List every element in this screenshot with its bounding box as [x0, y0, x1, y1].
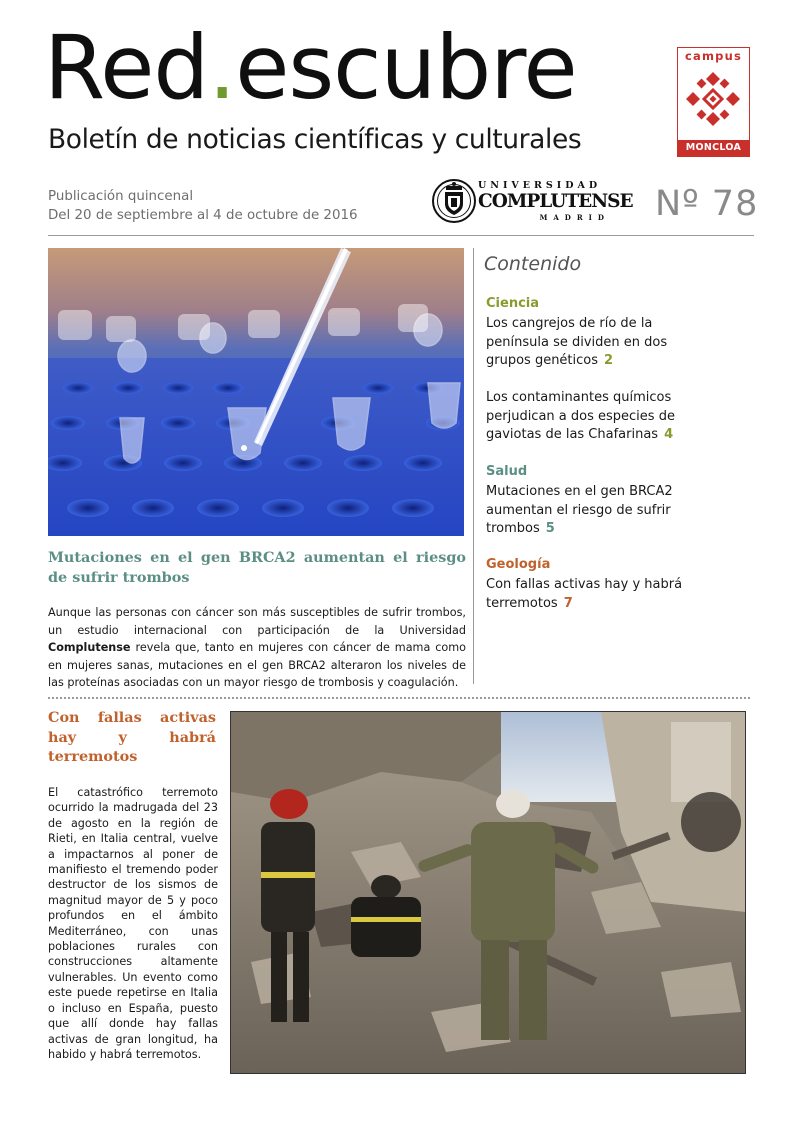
pipette-image — [48, 248, 464, 536]
section-divider — [48, 697, 750, 699]
newsletter-title — [44, 16, 577, 119]
contents-item-gaviotas[interactable] — [486, 389, 702, 445]
publication-frequency: Publicación quincenal — [48, 189, 194, 204]
contents-item-fallas[interactable] — [486, 576, 702, 613]
contents-item-brca2[interactable] — [486, 483, 702, 539]
rubble-image — [231, 712, 745, 1073]
column-divider — [473, 248, 474, 684]
campus-emblem-icon — [682, 68, 744, 130]
contents-item-page: 4 — [664, 427, 674, 442]
campus-moncloa-logo — [677, 47, 750, 157]
article1-body-start: Aunque las personas con cáncer son más susceptibles de sufrir trombos, un estudio internacional con participación de la Universidad — [48, 606, 466, 637]
article1-body — [48, 604, 466, 692]
contents-heading: Contenido — [484, 253, 582, 275]
campus-logo-bottom: MONCLOA — [678, 140, 749, 156]
section-salud: Salud — [486, 464, 528, 479]
campus-logo-top: campus — [684, 49, 743, 63]
university-seal-icon — [432, 178, 476, 224]
article1-headline: Mutaciones en el gen BRCA2 aumentan el riesgo de sufrir trombos — [48, 549, 466, 586]
section-ciencia: Ciencia — [486, 296, 540, 311]
contents-item-page: 7 — [563, 595, 573, 611]
contents-item-title: Mutaciones en el gen BRCA2 aumentan el riesgo de sufrir trombos — [486, 484, 673, 536]
contents-item-title: Los contaminantes químicos perjudican a dos especies de gaviotas de las Chafarinas — [486, 390, 675, 442]
university-line-2: COMPLUTENSE — [478, 191, 633, 212]
brand-part-2: escubre — [235, 16, 577, 119]
article2-headline: Con fallas activas hay y habrá terremotos — [48, 709, 216, 765]
tagline: Boletín de noticias científicas y culturales — [48, 124, 582, 155]
lab-tubes-photo — [48, 248, 464, 536]
publication-info — [48, 187, 358, 225]
contents-item-cangrejos[interactable] — [486, 315, 702, 371]
contents-item-title: Los cangrejos de río de la península se dividen en dos grupos genéticos — [486, 316, 668, 368]
brand-dot: . — [208, 16, 236, 119]
contents-item-page: 2 — [604, 353, 614, 368]
university-logo — [432, 178, 633, 226]
contents-item-page: 5 — [545, 521, 555, 536]
university-line-3: MADRID — [539, 213, 610, 222]
header-divider — [48, 235, 754, 236]
article1-body-bold: Complutense — [48, 641, 131, 654]
contents-item-title: Con fallas activas hay y habrá terremotos — [486, 577, 683, 611]
issue-number: Nº 78 — [655, 184, 759, 224]
publication-dates: Del 20 de septiembre al 4 de octubre de 2016 — [48, 208, 358, 223]
section-geologia: Geología — [486, 557, 551, 572]
article2-body: El catastrófico terremoto ocurrido la madrugada del 23 de agosto en la región de Rieti, en Italia central, vuelve a impactarnos al poner de manifiesto el tremendo poder destructor de los sismos de magnitud mayor de 5 y poco profundos en el ámbito Mediterráneo, con unas poblaciones rurales con construcciones altamente vulnerables. Un evento como este puede repetirse en Italia o incluso en España, puesto que allí donde hay fallas activas de gran longitud, ha habido y habrá terremotos. — [48, 786, 218, 1061]
earthquake-rescue-photo — [230, 711, 746, 1074]
university-line-1: UNIVERSIDAD — [478, 180, 602, 191]
article1-body-end: revela que, tanto en mujeres con cáncer de mama como en mujeres sanas, mutaciones en el gen BRCA2 alteraron los niveles de las proteínas asociadas con un mayor riesgo de trombosis y coagulación. — [48, 641, 466, 689]
brand-part-1: Red — [44, 16, 209, 119]
